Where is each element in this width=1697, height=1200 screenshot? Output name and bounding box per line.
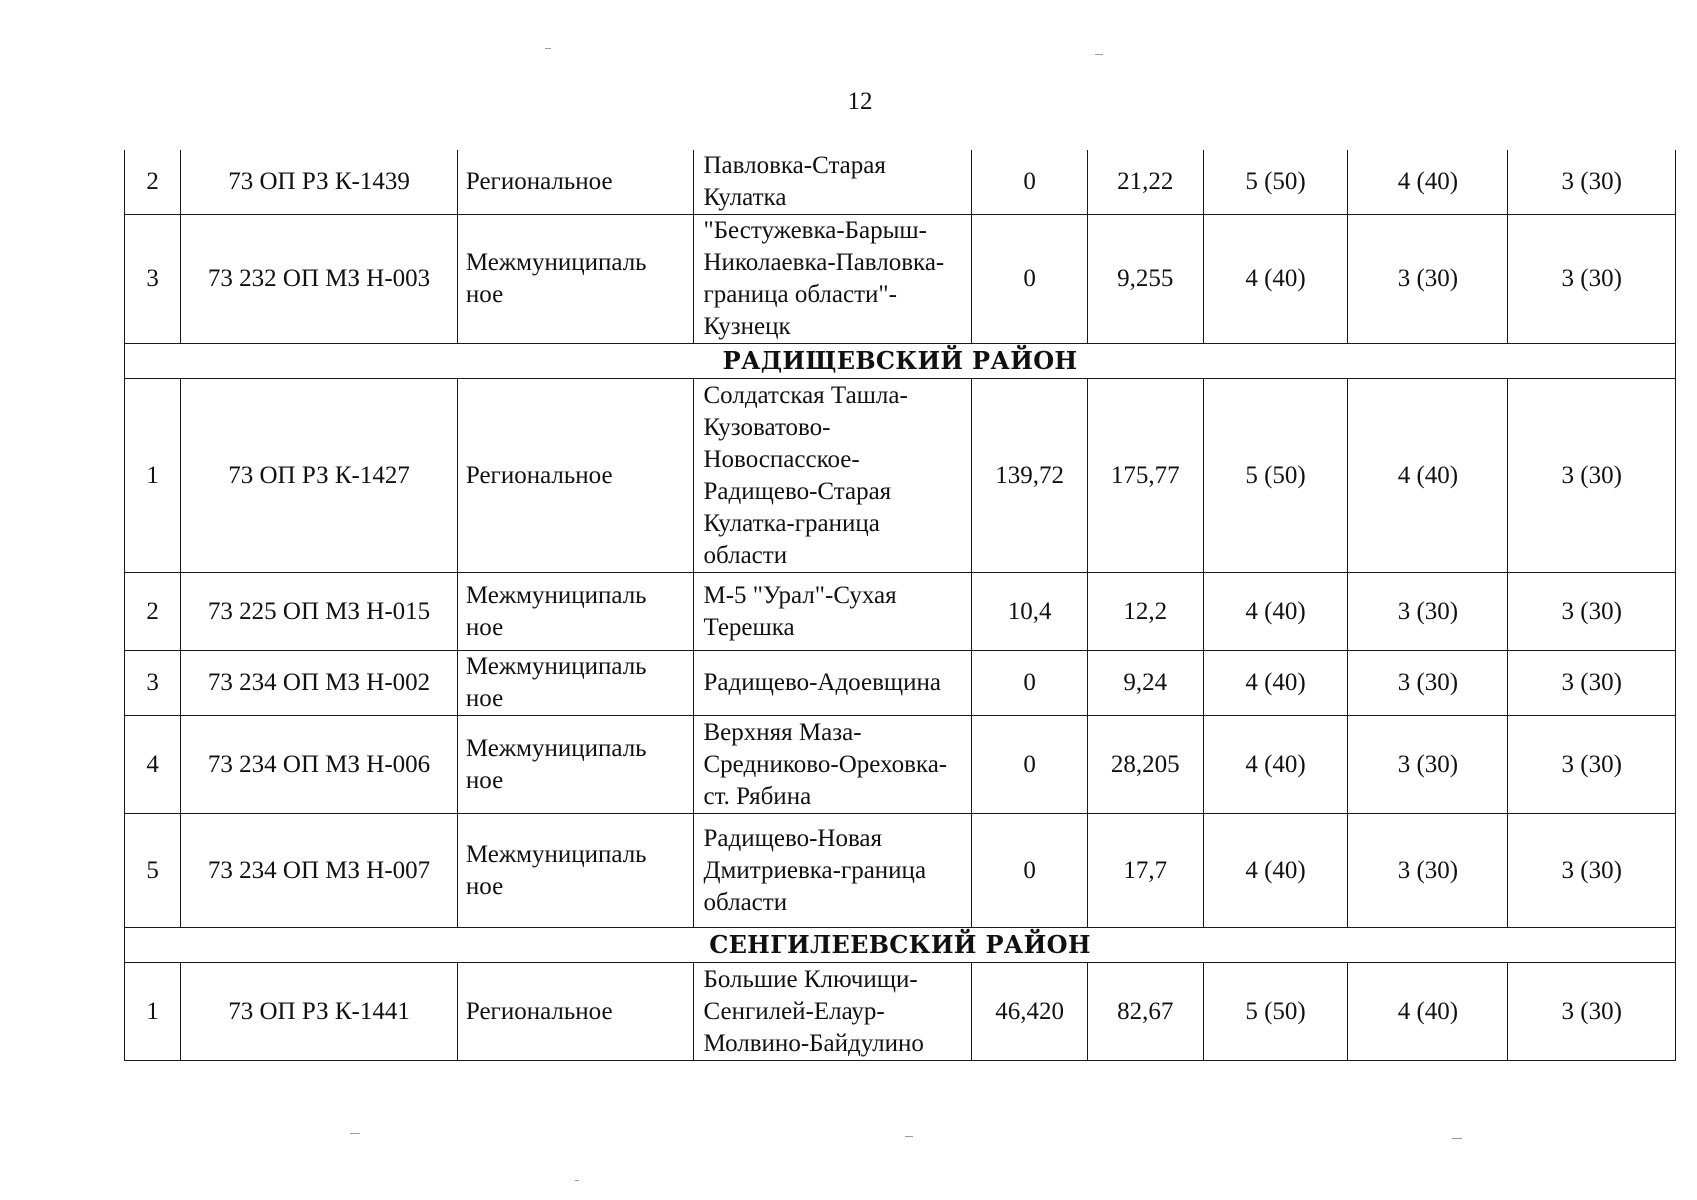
value-cell: 46,420	[972, 963, 1088, 1061]
row-number: 4	[125, 716, 181, 814]
road-significance: Региональное	[457, 963, 693, 1061]
row-number: 2	[125, 150, 181, 215]
road-code: 73 ОП РЗ К-1439	[181, 150, 458, 215]
value-cell: 4 (40)	[1203, 716, 1348, 814]
scan-speck	[1452, 1138, 1462, 1139]
table-row	[125, 651, 1676, 716]
value-cell: 5 (50)	[1203, 150, 1348, 215]
table-row	[125, 215, 1676, 344]
row-number: 1	[125, 379, 181, 573]
value-cell: 9,255	[1087, 215, 1203, 344]
road-significance: Межмуниципаль ное	[457, 716, 693, 814]
road-significance: Межмуниципаль ное	[457, 215, 693, 344]
value-cell: 28,205	[1087, 716, 1203, 814]
value-cell: 3 (30)	[1348, 651, 1508, 716]
value-cell: 3 (30)	[1508, 215, 1676, 344]
value-cell: 4 (40)	[1348, 963, 1508, 1061]
value-cell: 4 (40)	[1203, 814, 1348, 928]
value-cell: 4 (40)	[1203, 215, 1348, 344]
value-cell: 3 (30)	[1508, 651, 1676, 716]
value-cell: 0	[972, 814, 1088, 928]
road-code: 73 234 ОП МЗ Н-002	[181, 651, 458, 716]
value-cell: 4 (40)	[1203, 573, 1348, 651]
scan-speck	[350, 1133, 360, 1134]
district-title: СЕНГИЛЕЕВСКИЙ РАЙОН	[125, 928, 1676, 963]
value-cell: 9,24	[1087, 651, 1203, 716]
value-cell: 3 (30)	[1508, 379, 1676, 573]
district-header-row	[125, 928, 1676, 963]
value-cell: 3 (30)	[1508, 963, 1676, 1061]
table-row	[125, 573, 1676, 651]
value-cell: 82,67	[1087, 963, 1203, 1061]
value-cell: 4 (40)	[1203, 651, 1348, 716]
scan-speck	[905, 1136, 913, 1137]
district-header-row	[125, 344, 1676, 379]
road-name: Павловка-Старая Кулатка	[693, 150, 972, 215]
road-name: "Бестужевка-Барыш-Николаевка-Павловка-граница области"- Кузнецк	[693, 215, 972, 344]
value-cell: 3 (30)	[1348, 814, 1508, 928]
value-cell: 3 (30)	[1348, 573, 1508, 651]
row-number: 2	[125, 573, 181, 651]
value-cell: 12,2	[1087, 573, 1203, 651]
row-number: 3	[125, 651, 181, 716]
value-cell: 5 (50)	[1203, 379, 1348, 573]
value-cell: 10,4	[972, 573, 1088, 651]
road-name: Большие Ключищи-Сенгилей-Елаур-Молвино-Байдулино	[693, 963, 972, 1061]
road-code: 73 ОП РЗ К-1427	[181, 379, 458, 573]
row-number: 5	[125, 814, 181, 928]
road-significance: Межмуниципаль ное	[457, 651, 693, 716]
road-name: М-5 "Урал"-Сухая Терешка	[693, 573, 972, 651]
value-cell: 175,77	[1087, 379, 1203, 573]
road-code: 73 234 ОП МЗ Н-006	[181, 716, 458, 814]
value-cell: 3 (30)	[1508, 573, 1676, 651]
table-row	[125, 150, 1676, 215]
value-cell: 17,7	[1087, 814, 1203, 928]
value-cell: 3 (30)	[1348, 716, 1508, 814]
value-cell: 0	[972, 716, 1088, 814]
scan-speck	[575, 1180, 579, 1181]
road-code: 73 232 ОП МЗ Н-003	[181, 215, 458, 344]
road-significance: Региональное	[457, 379, 693, 573]
table-row	[125, 963, 1676, 1061]
road-name: Радищево-Новая Дмитриевка-граница области	[693, 814, 972, 928]
page-number: 12	[847, 88, 873, 115]
value-cell: 0	[972, 150, 1088, 215]
value-cell: 139,72	[972, 379, 1088, 573]
table-row	[125, 716, 1676, 814]
value-cell: 0	[972, 651, 1088, 716]
value-cell: 21,22	[1087, 150, 1203, 215]
value-cell: 4 (40)	[1348, 379, 1508, 573]
value-cell: 3 (30)	[1508, 150, 1676, 215]
road-name: Солдатская Ташла-Кузоватово-Новоспасское-Радищево-Старая Кулатка-граница области	[693, 379, 972, 573]
value-cell: 3 (30)	[1348, 215, 1508, 344]
road-name: Верхняя Маза-Средниково-Ореховка-ст. Рябина	[693, 716, 972, 814]
road-code: 73 234 ОП МЗ Н-007	[181, 814, 458, 928]
value-cell: 4 (40)	[1348, 150, 1508, 215]
scan-speck	[545, 48, 551, 49]
row-number: 1	[125, 963, 181, 1061]
value-cell: 5 (50)	[1203, 963, 1348, 1061]
district-title: РАДИЩЕВСКИЙ РАЙОН	[125, 344, 1676, 379]
table-row	[125, 814, 1676, 928]
value-cell: 3 (30)	[1508, 814, 1676, 928]
roads-table	[124, 150, 1676, 1061]
road-code: 73 225 ОП МЗ Н-015	[181, 573, 458, 651]
road-significance: Региональное	[457, 150, 693, 215]
road-name: Радищево-Адоевщина	[693, 651, 972, 716]
road-code: 73 ОП РЗ К-1441	[181, 963, 458, 1061]
road-significance: Межмуниципаль ное	[457, 573, 693, 651]
value-cell: 3 (30)	[1508, 716, 1676, 814]
row-number: 3	[125, 215, 181, 344]
table-row	[125, 379, 1676, 573]
scan-speck	[1095, 54, 1103, 55]
value-cell: 0	[972, 215, 1088, 344]
road-significance: Межмуниципаль ное	[457, 814, 693, 928]
